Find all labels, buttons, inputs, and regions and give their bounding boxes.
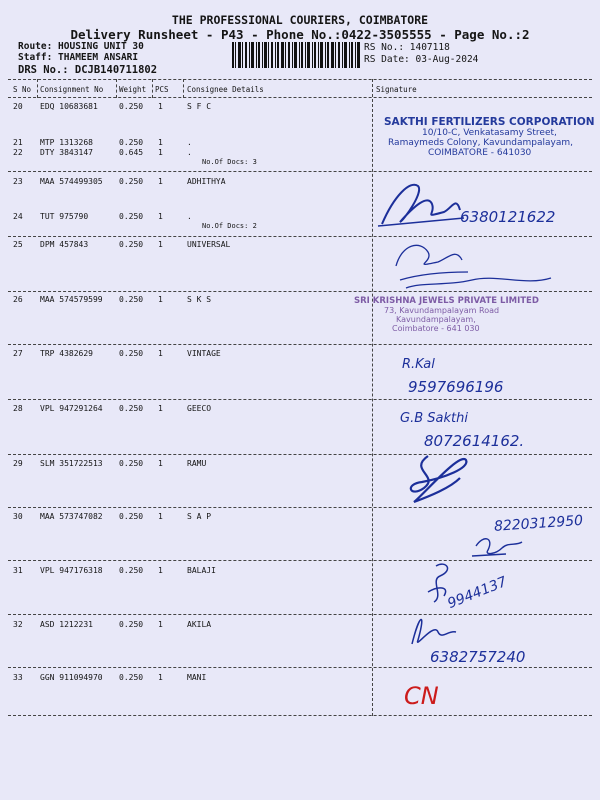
row-pcs: 1	[158, 459, 163, 468]
header-bottom-rule	[8, 97, 592, 98]
row-sno: 32	[13, 620, 23, 629]
row-pcs: 1	[158, 566, 163, 575]
company-title: THE PROFESSIONAL COURIERS, COIMBATORE	[171, 13, 429, 27]
handwritten-phone: 6380121622	[460, 208, 556, 226]
handwritten-phone: 6382757240	[430, 648, 526, 666]
handwritten-name: G.B Sakthi	[400, 411, 468, 426]
row-consignment: TUT 975790	[40, 212, 89, 221]
row-pcs: 1	[158, 673, 163, 682]
row-weight: 0.250	[119, 102, 144, 111]
row-consignee: GEECO	[187, 404, 212, 413]
row-pcs: 1	[158, 212, 163, 221]
barcode	[232, 42, 360, 68]
signature-scribble	[398, 352, 558, 398]
staff-label: Staff: THAMEEM ANSARI	[18, 52, 139, 63]
row-sno: 23	[13, 177, 23, 186]
drs-number: DRS No.: DCJB140711802	[18, 64, 158, 76]
row-sno: 26	[13, 295, 23, 304]
row-separator	[8, 171, 592, 172]
row-consignment: TRP 4382629	[40, 349, 93, 358]
row-weight: 0.250	[119, 240, 144, 249]
row-separator	[8, 399, 592, 400]
docs-count: No.Of Docs: 2	[202, 222, 257, 230]
row-sno: 31	[13, 566, 23, 575]
row-consignment: EDQ 10683681	[40, 102, 98, 111]
col-header-sno: S No	[13, 85, 32, 94]
row-sno: 22	[13, 148, 23, 157]
row-consignee: UNIVERSAL	[187, 240, 231, 249]
row-sno: 33	[13, 673, 23, 682]
row-weight: 0.645	[119, 148, 144, 157]
table-top-rule	[8, 79, 592, 80]
signature-scribble	[404, 610, 574, 666]
row-consignment: MAA 574579599	[40, 295, 103, 304]
row-consignee: MANI	[187, 673, 207, 682]
signature-scribble	[402, 674, 462, 712]
stamp-address-line: Kavundampalayam,	[396, 315, 476, 324]
col-divider	[116, 79, 117, 98]
signature-scribble	[398, 404, 568, 452]
signature-scribble	[374, 176, 594, 236]
row-weight: 0.250	[119, 459, 144, 468]
row-pcs: 1	[158, 148, 163, 157]
docs-count: No.Of Docs: 3	[202, 158, 257, 166]
row-consignee: S F C	[187, 102, 212, 111]
row-consignment: MAA 573747082	[40, 512, 103, 521]
row-weight: 0.250	[119, 177, 144, 186]
stamp-company-name: SAKTHI FERTILIZERS CORPORATION	[384, 116, 595, 128]
signature-scribble	[466, 512, 596, 560]
signature-scribble	[376, 238, 586, 294]
row-consignee: .	[187, 148, 192, 157]
row-consignee: ADHITHYA	[187, 177, 226, 186]
col-header-consignee: Consignee Details	[187, 85, 264, 94]
row-pcs: 1	[158, 177, 163, 186]
row-separator	[8, 344, 592, 345]
col-divider	[152, 79, 153, 98]
row-sno: 21	[13, 138, 23, 147]
row-sno: 20	[13, 102, 23, 111]
row-sno: 27	[13, 349, 23, 358]
col-divider	[183, 79, 184, 98]
row-weight: 0.250	[119, 138, 144, 147]
row-pcs: 1	[158, 295, 163, 304]
row-consignment: ASD 1212231	[40, 620, 93, 629]
row-consignment: DPM 457843	[40, 240, 89, 249]
signature-scribble	[424, 556, 564, 613]
row-sno: 28	[13, 404, 23, 413]
handwritten-name: R.Kal	[402, 357, 435, 372]
row-pcs: 1	[158, 512, 163, 521]
table-bottom-rule	[8, 715, 592, 716]
row-consignee: VINTAGE	[187, 349, 221, 358]
signature-column-divider	[372, 79, 373, 716]
row-consignee: AKILA	[187, 620, 212, 629]
row-pcs: 1	[158, 620, 163, 629]
row-consignment: GGN 911094970	[40, 673, 103, 682]
row-consignment: MTP 1313268	[40, 138, 93, 147]
stamp-company-name: SRI KRISHNA JEWELS PRIVATE LIMITED	[354, 296, 539, 306]
stamp-address-line: 10/10-C, Venkatasamy Street,	[422, 128, 557, 138]
row-weight: 0.250	[119, 212, 144, 221]
row-weight: 0.250	[119, 512, 144, 521]
rs-number: RS No.: 1407118	[364, 42, 450, 53]
row-weight: 0.250	[119, 404, 144, 413]
row-consignee: .	[187, 212, 192, 221]
row-weight: 0.250	[119, 566, 144, 575]
row-consignment: DTY 3843147	[40, 148, 93, 157]
stamp-address-line: 73, Kavundampalayam Road	[384, 306, 500, 315]
row-consignee: RAMU	[187, 459, 207, 468]
row-separator	[8, 507, 592, 508]
row-pcs: 1	[158, 138, 163, 147]
runsheet-subtitle: Delivery Runsheet - P43 - Phone No.:0422-3505555 - Page No.:2	[70, 27, 530, 42]
row-weight: 0.250	[119, 349, 144, 358]
row-consignee: BALAJI	[187, 566, 216, 575]
handwritten-phone: 9944137	[445, 573, 510, 613]
row-consignee: S K S	[187, 295, 212, 304]
company-stamp	[384, 116, 595, 158]
handwritten-phone: 8220312950	[493, 512, 584, 535]
handwritten-initials: CN	[404, 682, 439, 710]
row-consignment: VPL 947176318	[40, 566, 103, 575]
row-pcs: 1	[158, 404, 163, 413]
handwritten-phone: 8072614162.	[424, 432, 525, 450]
stamp-address-line: Coimbatore - 641 030	[392, 324, 480, 333]
row-consignment: SLM 351722513	[40, 459, 103, 468]
handwritten-phone: 9597696196	[408, 378, 504, 396]
col-header-pcs: PCS	[155, 85, 169, 94]
row-pcs: 1	[158, 240, 163, 249]
row-weight: 0.250	[119, 673, 144, 682]
rs-date: RS Date: 03-Aug-2024	[364, 54, 479, 65]
row-consignment: MAA 574499305	[40, 177, 103, 186]
col-header-consignment: Consignment No	[40, 85, 104, 94]
row-weight: 0.250	[119, 295, 144, 304]
row-pcs: 1	[158, 102, 163, 111]
row-consignee: .	[187, 138, 192, 147]
row-consignment: VPL 947291264	[40, 404, 103, 413]
company-stamp	[354, 296, 539, 333]
row-consignee: S A P	[187, 512, 212, 521]
row-sno: 29	[13, 459, 23, 468]
route-label: Route: HOUSING UNIT 30	[18, 41, 144, 52]
row-pcs: 1	[158, 349, 163, 358]
row-separator	[8, 667, 592, 668]
col-divider	[37, 79, 38, 98]
signature-scribble	[400, 454, 490, 506]
col-header-weight: Weight	[119, 85, 147, 94]
row-weight: 0.250	[119, 620, 144, 629]
stamp-address-line: Ramaymeds Colony, Kavundampalayam,	[388, 138, 573, 148]
col-header-signature: Signature	[376, 85, 417, 94]
stamp-address-line: COIMBATORE - 641030	[428, 148, 532, 158]
row-sno: 24	[13, 212, 23, 221]
row-separator	[8, 236, 592, 237]
row-sno: 25	[13, 240, 23, 249]
row-sno: 30	[13, 512, 23, 521]
row-separator	[8, 454, 592, 455]
